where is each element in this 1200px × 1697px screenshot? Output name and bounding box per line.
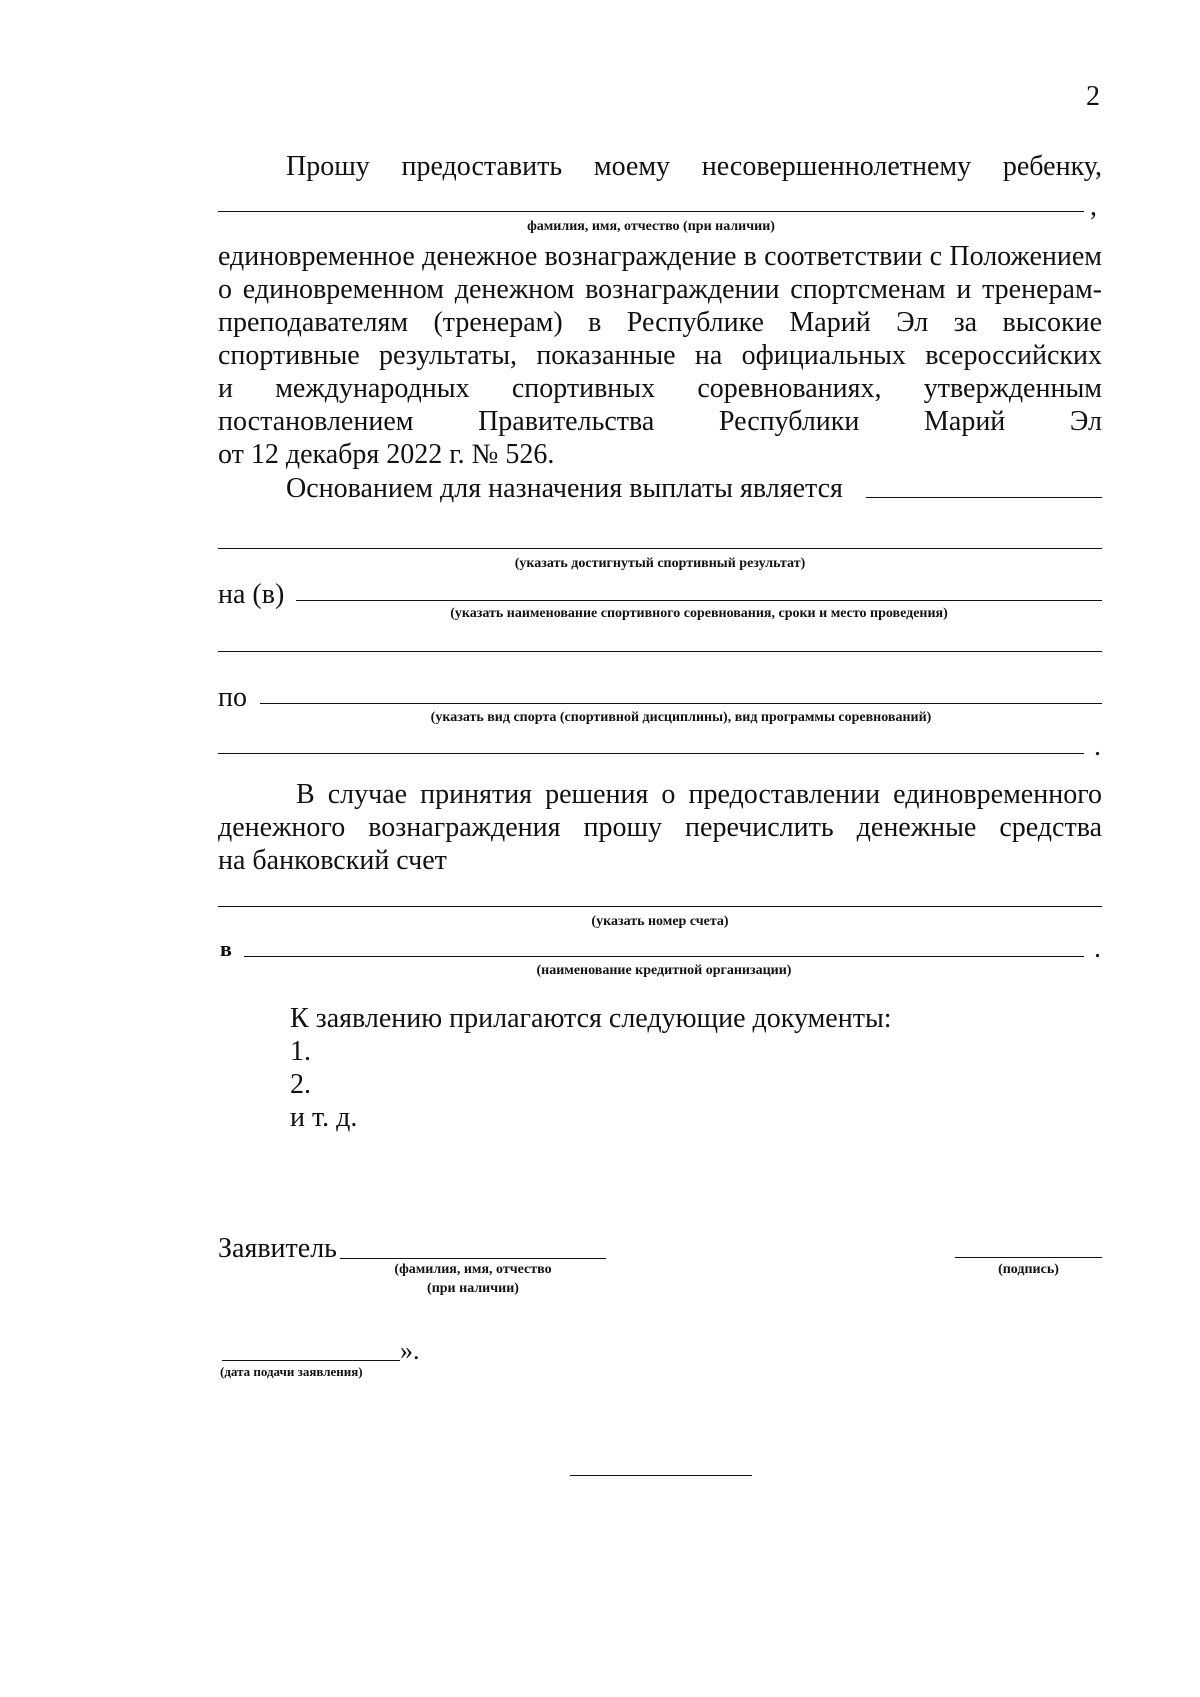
sport-caption: (указать вид спорта (спортивной дисциплины), вид программы соревнований) [430, 710, 932, 725]
bank-line-1: В случае принятия решения о предоставлении единовременного [296, 779, 1102, 810]
po-label: по [218, 682, 247, 713]
result-blank-line[interactable] [218, 548, 1102, 549]
applicant-fio-blank-line[interactable] [340, 1258, 606, 1259]
competition-blank-line-2[interactable] [218, 651, 1102, 652]
applicant-fio-caption-2: (при наличии) [427, 1281, 519, 1296]
attachment-item-1: 1. [290, 1036, 311, 1067]
basis-blank-line[interactable] [866, 497, 1102, 498]
date-blank-line[interactable] [222, 1360, 400, 1361]
sport-blank-line-2[interactable] [218, 753, 1084, 754]
v-label: в [220, 936, 232, 961]
body-line-1: единовременное денежное вознаграждение в соответствии с Положением [218, 241, 1102, 272]
bank-org-blank-line[interactable] [244, 956, 1084, 957]
fio-blank-line[interactable] [218, 211, 1084, 212]
competition-caption: (указать наименование спортивного соревнования, сроки и место проведения) [450, 606, 948, 621]
body-line-4: спортивные результаты, показанные на официальных всероссийских [218, 340, 1102, 371]
fio-caption: фамилия, имя, отчество (при наличии) [527, 219, 775, 234]
page-number: 2 [1086, 81, 1100, 112]
sport-blank-line[interactable] [260, 703, 1102, 704]
basis-label: Основанием для назначения выплаты является [286, 473, 843, 504]
applicant-label: Заявитель [218, 1233, 337, 1264]
org-caption: (наименование кредитной организации) [536, 963, 792, 978]
bank-period: . [1094, 933, 1101, 964]
request-first-line: Прошу предоставить моему несовершеннолетнему ребенку, [286, 151, 1102, 182]
date-close: ». [400, 1336, 420, 1365]
signature-caption: (подпись) [998, 1262, 1059, 1277]
result-caption: (указать достигнутый спортивный результат) [514, 556, 806, 571]
body-line-3: преподавателям (тренерам) в Республике Марий Эл за высокие [218, 307, 1102, 338]
bank-line-3: на банковский счет [218, 845, 447, 876]
account-caption: (указать номер счета) [591, 914, 729, 929]
sport-period: . [1094, 731, 1101, 762]
signature-blank-line[interactable] [955, 1257, 1102, 1258]
attachment-item-2: 2. [290, 1069, 311, 1100]
on-label: на (в) [218, 579, 285, 610]
fio-comma: , [1090, 191, 1097, 222]
competition-blank-line[interactable] [296, 600, 1102, 601]
body-line-5: и международных спортивных соревнованиях, утвержденным [218, 373, 1102, 404]
date-caption: (дата подачи заявления) [220, 1364, 363, 1379]
attachments-label: К заявлению прилагаются следующие документы: [290, 1003, 892, 1034]
body-line-6: постановлением Правительства Республики Марий Эл [218, 406, 1102, 437]
bank-line-2: денежного вознаграждения прошу перечислить денежные средства [218, 812, 1102, 843]
attachment-item-3: и т. д. [290, 1102, 358, 1133]
closing-separator [570, 1475, 752, 1476]
account-blank-line[interactable] [218, 906, 1102, 907]
applicant-fio-caption-1: (фамилия, имя, отчество [394, 1262, 552, 1277]
body-line-7: от 12 декабря 2022 г. № 526. [218, 439, 555, 470]
body-line-2: о единовременном денежном вознаграждении спортсменам и тренерам- [218, 274, 1102, 305]
